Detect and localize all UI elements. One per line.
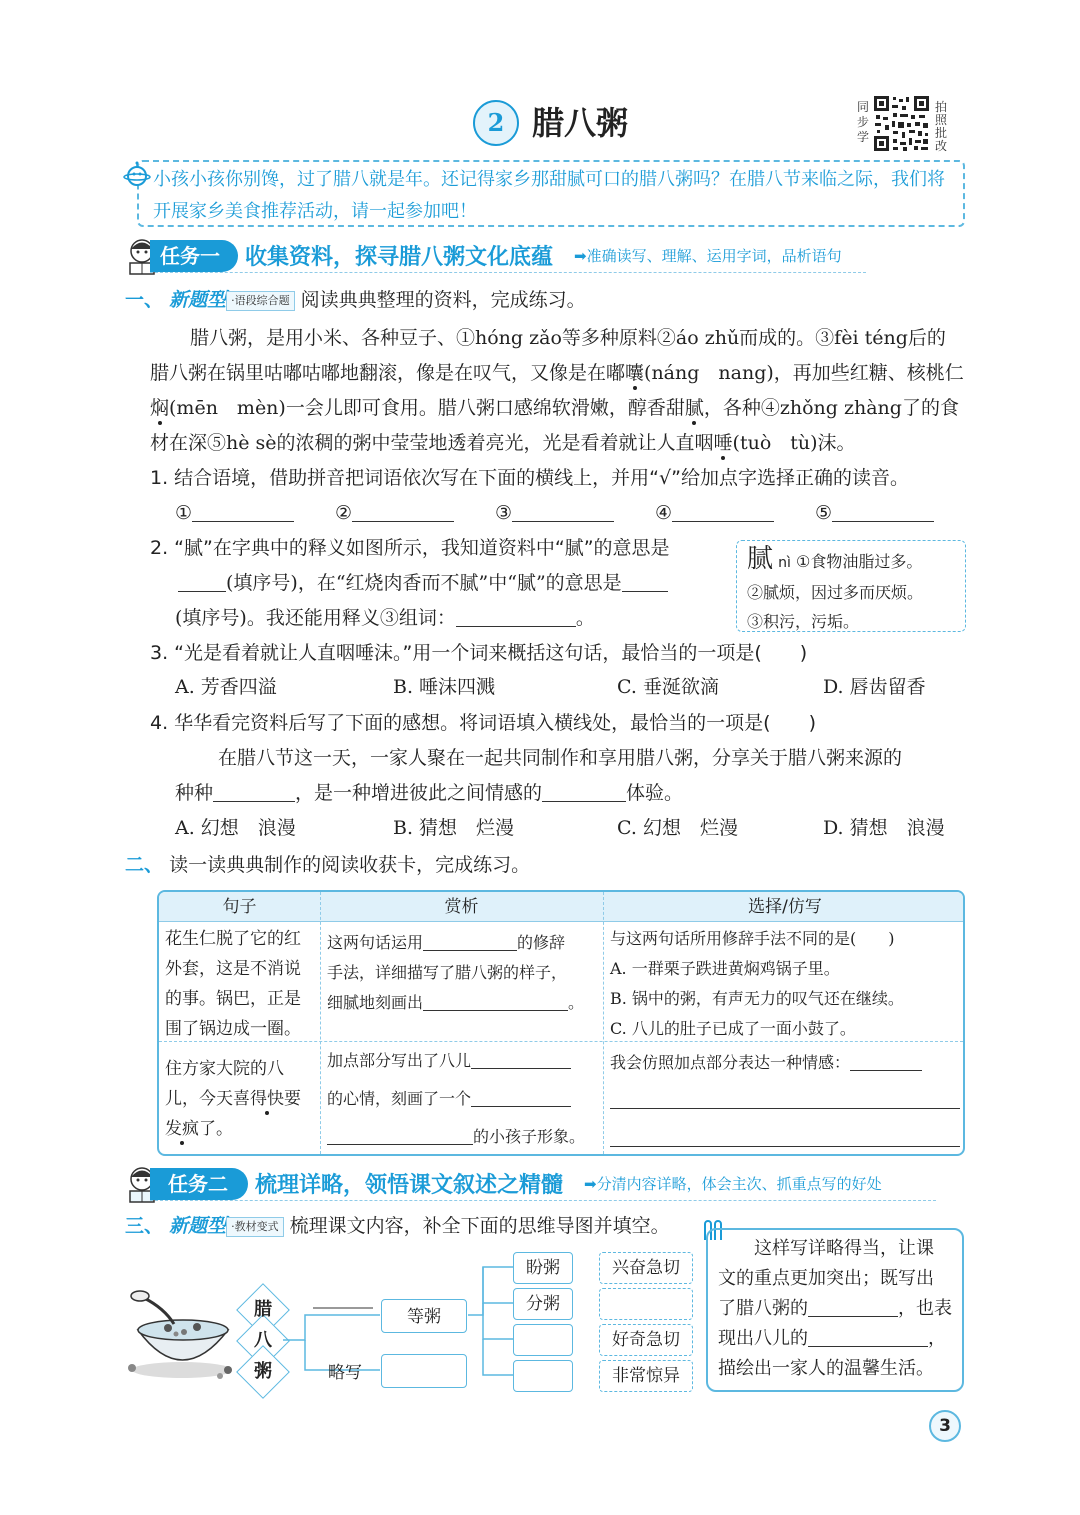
row1-option-a[interactable]: A. 一群栗子跌进黄焖鸡锅子里。 — [610, 959, 840, 978]
task2-goal: ➡分清内容详略，体会主次、抓重点写的好处 — [584, 1175, 882, 1193]
task2-divider — [150, 1200, 936, 1201]
intro-text: 小孩小孩你别馋，过了腊八就是年。还记得家乡那甜腻可口的腊八粥吗？在腊八节来临之际，我们将开展家乡美食推荐活动，请一起参加吧！ — [153, 169, 945, 222]
question-2-line-2: (填序号)，在“红烧肉香而不腻”中“腻”的意思是 — [178, 566, 668, 600]
dict-def-2: ②腻烦，因过多而厌烦。 — [747, 583, 924, 602]
page-number: 3 — [929, 1410, 961, 1442]
row1-choice — [610, 924, 904, 1044]
depiction-blank[interactable] — [423, 989, 568, 1011]
section3-heading — [125, 1212, 670, 1240]
feeling-surprised: 非常惊异 — [599, 1360, 693, 1392]
q3-option-b[interactable]: B. 唾沫四溅 — [393, 676, 496, 698]
qr-caption-left-3: 学 — [856, 130, 869, 144]
porridge-bowl-icon — [124, 1290, 236, 1382]
section2-instruction: 读一读典典制作的阅读收获卡，完成练习。 — [169, 854, 531, 876]
task1-divider — [150, 272, 866, 273]
qr-caption-left-1: 同 — [856, 100, 869, 114]
question-2: 2. “腻”在字典中的释义如图所示，我知道资料中“腻”的意思是 — [150, 537, 670, 559]
root-char-1: 腊 — [254, 1299, 272, 1320]
q2-answer-blank-2[interactable] — [622, 570, 668, 592]
lesson-title: 腊八粥 — [532, 104, 629, 142]
feeling-excited: 兴奋急切 — [599, 1252, 693, 1284]
new-question-type-tag: 新题型 — [169, 289, 227, 311]
task2-title: 梳理详略，领悟课文叙述之精髓 — [255, 1173, 564, 1198]
table-col-divider — [320, 892, 321, 1154]
question-type-subtag: ·语段综合题 — [226, 291, 295, 311]
q2-answer-blank-1[interactable] — [178, 570, 226, 592]
pinyin-choice[interactable]: (náng nang)，再加些红糖、核桃仁 — [644, 362, 964, 384]
table-col-divider — [603, 892, 604, 1154]
task1-goal: ➡准确读写、理解、运用字词，品析语句 — [574, 247, 842, 265]
root-char-2: 八 — [254, 1330, 272, 1351]
q3-option-c[interactable]: C. 垂涎欲滴 — [617, 676, 719, 698]
dotted-phrase: 喜得快要 — [233, 1089, 301, 1109]
feeling-blank[interactable] — [599, 1288, 693, 1320]
brief-writing-label: 略写 — [328, 1363, 362, 1383]
question-4: 4. 华华看完资料后写了下面的感想。将词语填入横线处，最恰当的一项是( ) — [150, 712, 816, 734]
table-header-sentence: 句子 — [222, 897, 257, 917]
feeling-curious: 好奇急切 — [599, 1324, 693, 1356]
qr-caption-left-2: 步 — [856, 115, 869, 129]
dict-def-3: ③积污，污垢。 — [747, 612, 860, 631]
qr-caption-right-4: 改 — [934, 139, 947, 153]
mood-blank[interactable] — [471, 1047, 571, 1069]
passage-text: ，各种④zhǒng zhàng了的食 — [703, 397, 959, 419]
section3-instruction: 梳理课文内容，补全下面的思维导图并填空。 — [289, 1215, 670, 1237]
pinyin-choice[interactable]: (tuò tù)沫。 — [732, 432, 856, 454]
q3-option-a[interactable]: A. 芳香四溢 — [175, 676, 277, 698]
q1-blank-4[interactable]: ④ — [655, 496, 774, 530]
dotted-char: 焖 — [150, 397, 170, 419]
new-question-type-tag: 新题型 — [169, 1215, 227, 1237]
task2-label: 任务二 — [150, 1168, 248, 1200]
dict-def-1: ①食物油脂过多。 — [795, 552, 923, 571]
imitate-blank-1[interactable] — [850, 1049, 922, 1071]
qr-code-icon[interactable] — [873, 95, 930, 152]
q4-blank-2[interactable] — [542, 780, 626, 802]
passage-text: 材在深⑤hè sè的浓稠的粥中莹莹地透着亮光，光是看着就让人直咽 — [150, 432, 714, 454]
dotted-char: 囔 — [625, 362, 645, 384]
node-blank-3[interactable] — [513, 1324, 573, 1356]
q4-option-b[interactable]: B. 猜想 烂漫 — [393, 817, 515, 839]
q1-blank-3[interactable]: ③ — [495, 496, 614, 530]
section2-number: 二、 — [125, 854, 164, 876]
node-brief-blank[interactable] — [381, 1354, 467, 1388]
dict-pinyin: nì — [778, 555, 791, 571]
row2-imitate: 我会仿照加点部分表达一种情感： — [610, 1044, 960, 1156]
alien-mascot-icon — [122, 160, 152, 190]
q1-blank-1[interactable]: ① — [175, 496, 294, 530]
table-header-choice: 选择/仿写 — [748, 897, 822, 917]
section2-heading — [125, 851, 530, 879]
question-3: 3. “光是看着就让人直咽唾沫。”用一个词来概括这句话，最恰当的一项是( ) — [150, 642, 808, 664]
lesson-number-badge: 2 — [473, 100, 519, 146]
q1-blank-2[interactable]: ② — [335, 496, 454, 530]
section1-number: 一、 — [125, 289, 164, 311]
imitate-blank-2[interactable] — [610, 1087, 960, 1109]
table-header — [159, 892, 963, 922]
task1-label: 任务一 — [150, 240, 238, 272]
passage-line-1: 腊八粥，是用小米、各种豆子、①hóng zǎo等多种原料②áo zhǔ而成的。③fèi téng后的 — [190, 327, 946, 349]
question-type-subtag: ·教材变式 — [226, 1217, 284, 1237]
section3-number: 三、 — [125, 1215, 164, 1237]
row1-analysis: 这两句话运用 的修辞 手法，详细描写了腊八粥的样子， 细腻地刻画出 。 — [327, 928, 584, 1018]
q4-option-a[interactable]: A. 幻想 浪漫 — [175, 817, 296, 839]
question-1: 1. 结合语境，借助拼音把词语依次写在下面的横线上，并用“√”给加点字选择正确的读音。 — [150, 467, 909, 489]
reading-card-table — [157, 890, 965, 1156]
character-blank-2[interactable] — [327, 1123, 473, 1145]
note-blank-1[interactable] — [808, 1295, 898, 1317]
q3-option-d[interactable]: D. 唇齿留香 — [823, 676, 926, 698]
passage-text: 腊八粥在锅里咕嘟咕嘟地翻滚，像是在叹气，又像是在嘟 — [150, 362, 626, 384]
character-blank-1[interactable] — [471, 1085, 571, 1107]
passage-line-2 — [150, 356, 964, 390]
q4-option-d[interactable]: D. 猜想 浪漫 — [823, 817, 945, 839]
q4-text-line-2: 种种 ，是一种增进彼此之间情感的 体验。 — [175, 782, 684, 804]
node-blank-4[interactable] — [513, 1360, 573, 1392]
pinyin-choice[interactable]: (mēn mèn)一会儿即可食用。腊八粥口感绵软滑嫩，醇香甜 — [169, 397, 685, 419]
note-blank-2[interactable] — [808, 1325, 928, 1347]
node-hope-porridge: 盼粥 — [513, 1252, 573, 1284]
imitate-blank-3[interactable] — [610, 1125, 960, 1147]
dotted-char: 唾 — [713, 432, 733, 454]
q1-blank-5[interactable]: ⑤ — [815, 496, 934, 530]
dotted-phrase: 发疯 — [165, 1119, 199, 1139]
qr-caption-right-1: 拍 — [934, 100, 947, 114]
task1-title: 收集资料，探寻腊八粥文化底蕴 — [245, 245, 554, 270]
q2-word-blank[interactable] — [456, 605, 576, 627]
dictionary-box — [736, 540, 966, 632]
passage-line-4 — [150, 426, 856, 460]
q4-option-c[interactable]: C. 幻想 烂漫 — [617, 817, 738, 839]
q4-text-line-1: 在腊八节这一天，一家人聚在一起共同制作和享用腊八粥，分享关于腊八粥来源的 — [218, 747, 903, 769]
section1-instruction: 阅读典典整理的资料，完成练习。 — [300, 289, 586, 311]
section1-heading — [125, 286, 586, 314]
passage-line-3 — [150, 391, 959, 425]
row1-sentence: 花生仁脱了它的红 外套，这是不消说 的事。锅巴，正是 围了锅边成一圈。 — [165, 929, 301, 1039]
qr-caption-right-2: 照 — [934, 113, 947, 127]
qr-caption-right-3: 批 — [934, 126, 947, 140]
row1-choice-question: 与这两句话所用修辞手法不同的是( ) — [610, 929, 895, 948]
node-share-porridge: 分粥 — [513, 1288, 573, 1320]
question-2-line-3: (填序号)。我还能用释义③组词： 。 — [175, 607, 595, 629]
rhetoric-blank[interactable] — [423, 929, 517, 951]
row2-sentence: 住方家大院的八 儿，今天喜得快要 发疯了。 — [165, 1059, 301, 1139]
row1-option-b[interactable]: B. 锅中的粥，有声无力的叹气还在继续。 — [610, 989, 904, 1008]
row1-option-c[interactable]: C. 八儿的肚子已成了一面小鼓了。 — [610, 1019, 856, 1038]
summary-note-card: 这样写详略得当，让课 文的重点更加突出；既写出 了腊八粥的 ，也表 现出八儿的 ， 描绘出一家人的温馨生活。 — [706, 1228, 964, 1392]
dotted-char: 腻 — [684, 397, 704, 419]
dict-char: 腻 — [747, 544, 774, 574]
root-char-3: 粥 — [254, 1361, 272, 1382]
q4-blank-1[interactable] — [213, 780, 295, 802]
node-wait-porridge: 等粥 — [381, 1299, 467, 1333]
row2-analysis: 加点部分写出了八儿 的心情，刻画了一个 的小孩子形象。 — [327, 1042, 585, 1156]
table-header-analysis: 赏析 — [444, 897, 479, 917]
